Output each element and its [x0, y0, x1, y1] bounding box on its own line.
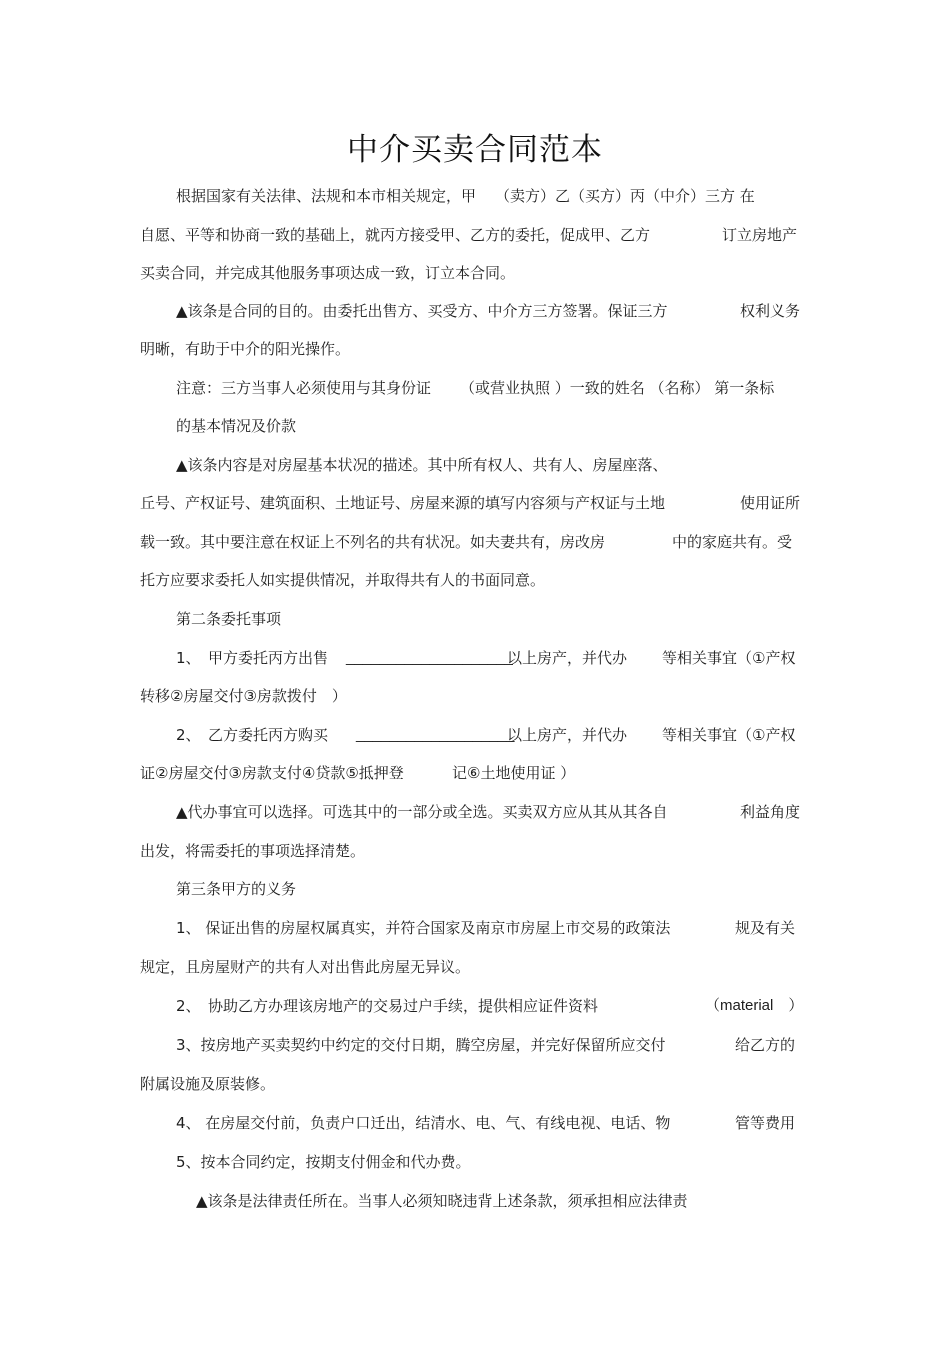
annotation-line: 权利义务	[740, 302, 801, 320]
clause-line: 规及有关	[735, 919, 796, 937]
blank-field: ____________________	[346, 649, 513, 666]
annotation-line: 利益角度	[740, 803, 801, 821]
blank-field: ___________________	[356, 726, 515, 743]
annotation-line: ▲该条内容是对房屋基本状况的描述。其中所有权人、共有人、房屋座落、	[176, 456, 668, 474]
clause-line: 给乙方的	[735, 1036, 796, 1054]
note-line: 注意：三方当事人必须使用与其身份证	[176, 379, 432, 397]
paragraph-line: 自愿、平等和协商一致的基础上，就丙方接受甲、乙方的委托，促成甲、乙方	[140, 226, 651, 244]
clause-line: （material ）	[705, 997, 804, 1014]
clause-line: 以上房产，并代办	[507, 726, 628, 744]
clause-line: 1、 保证出售的房屋权属真实，并符合国家及南京市房屋上市交易的政策法	[176, 919, 671, 937]
clause-line: 证②房屋交付③房款支付④贷款⑤抵押登	[140, 764, 404, 782]
clause-line: 规定，且房屋财产的共有人对出售此房屋无异议。	[140, 958, 471, 976]
clause-line: 2、 乙方委托丙方购买	[176, 726, 329, 744]
paragraph-line: 订立房地产	[722, 226, 798, 244]
clause-line: 记⑥土地使用证 ）	[452, 764, 576, 782]
annotation-line: 明晰，有助于中介的阳光操作。	[140, 340, 351, 358]
annotation-line: 出发，将需委托的事项选择清楚。	[140, 842, 366, 860]
annotation-line: 丘号、产权证号、建筑面积、土地证号、房屋来源的填写内容须与产权证与土地	[140, 494, 666, 512]
paragraph-line: 买卖合同，并完成其他服务事项达成一致，订立本合同。	[140, 264, 516, 282]
clause-line: 5、按本合同约定，按期支付佣金和代办费。	[176, 1153, 471, 1171]
annotation-line: 使用证所	[740, 494, 801, 512]
clause-line: 3、按房地产买卖契约中约定的交付日期，腾空房屋，并完好保留所应交付	[176, 1036, 666, 1054]
clause-line: 等相关事宜（①产权	[662, 726, 796, 744]
section-heading: 第三条甲方的义务	[176, 880, 297, 898]
section-heading: 第二条委托事项	[176, 610, 282, 628]
clause-line: 管等费用	[735, 1114, 796, 1132]
clause-line: 1、 甲方委托丙方出售	[176, 649, 329, 667]
annotation-line: ▲代办事宜可以选择。可选其中的一部分或全选。买卖双方应从其从其各自	[176, 803, 668, 821]
note-line: （或营业执照 ）一致的姓名 （名称） 第一条标	[460, 379, 775, 397]
clause-line: 转移②房屋交付③房款拨付 ）	[140, 687, 347, 705]
clause-line: 以上房产，并代办	[507, 649, 628, 667]
document-title: 中介买卖合同范本	[347, 132, 603, 168]
clause-line: 2、 协助乙方办理该房地产的交易过户手续，提供相应证件资料	[176, 997, 599, 1015]
annotation-line: 中的家庭共有。受	[672, 533, 793, 551]
section-heading: 的基本情况及价款	[176, 417, 297, 435]
clause-line: 附属设施及原装修。	[140, 1075, 276, 1093]
annotation-line: ▲该条是合同的目的。由委托出售方、买受方、中介方三方签署。保证三方	[176, 302, 668, 320]
clause-line: 等相关事宜（①产权	[662, 649, 796, 667]
clause-line: 4、 在房屋交付前，负责户口迁出，结清水、电、气、有线电视、电话、物	[176, 1114, 671, 1132]
annotation-line: 载一致。其中要注意在权证上不列名的共有状况。如夫妻共有，房改房	[140, 533, 606, 551]
annotation-line: ▲该条是法律责任所在。当事人必须知晓违背上述条款，须承担相应法律责	[196, 1192, 688, 1210]
annotation-line: 托方应要求委托人如实提供情况，并取得共有人的书面同意。	[140, 571, 546, 589]
paragraph-line: 根据国家有关法律、法规和本市相关规定，甲	[176, 187, 477, 205]
paragraph-line: （卖方）乙（买方）丙（中介）三方 在	[495, 187, 755, 205]
